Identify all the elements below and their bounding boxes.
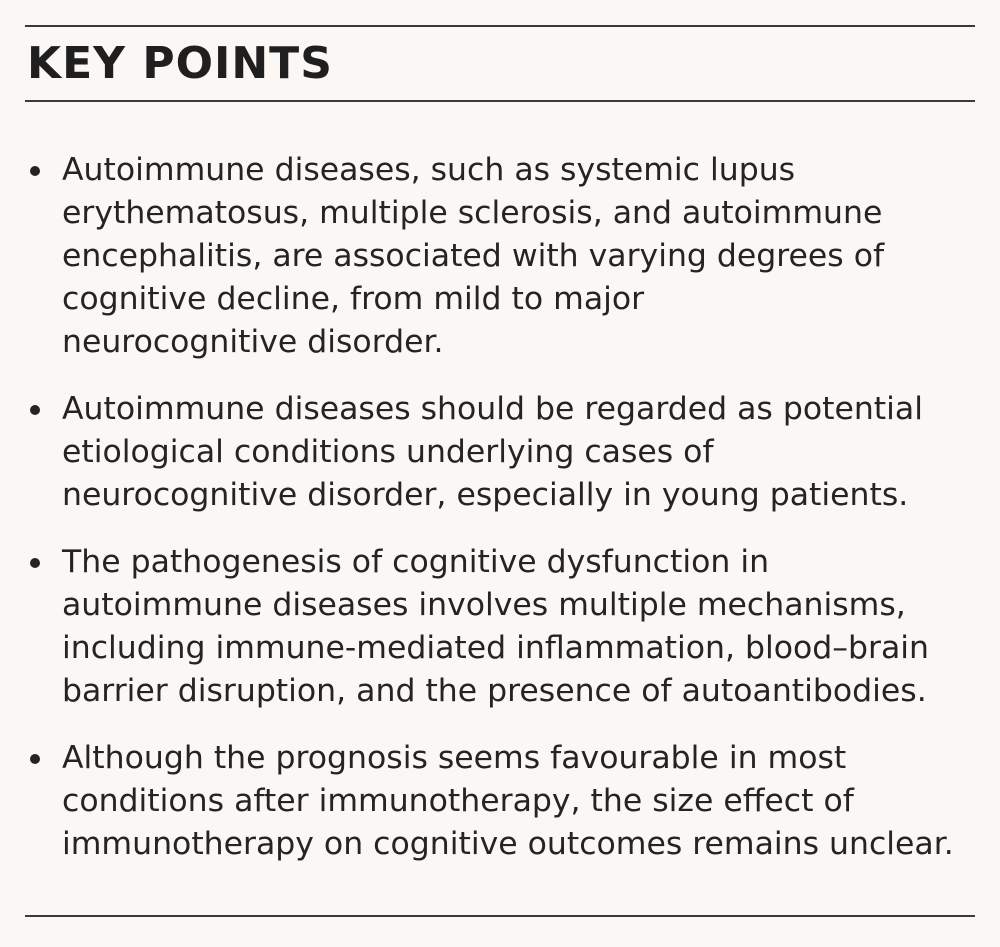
top-rule	[25, 25, 975, 27]
bullet-icon	[30, 558, 40, 568]
key-point-item	[0, 541, 1000, 713]
key-point-line: Autoimmune diseases, such as systemic lupus	[62, 152, 796, 188]
key-point-line: neurocognitive disorder.	[62, 324, 444, 360]
key-points-title: KEY POINTS	[27, 38, 333, 89]
key-point-line: erythematosus, multiple sclerosis, and autoimmune	[62, 195, 883, 231]
key-point-text	[62, 388, 970, 517]
key-point-line: neurocognitive disorder, especially in young patients.	[62, 477, 909, 513]
bullet-icon	[30, 166, 40, 176]
key-point-line: immunotherapy on cognitive outcomes remains unclear.	[62, 826, 954, 862]
key-point-text	[62, 149, 970, 364]
key-point-line: including immune-mediated inflammation, blood–brain	[62, 630, 930, 666]
bullet-icon	[30, 405, 40, 415]
key-point-line: The pathogenesis of cognitive dysfunction in	[62, 544, 770, 580]
key-point-line: Although the prognosis seems favourable in most	[62, 740, 847, 776]
key-points-list	[0, 149, 1000, 890]
key-point-line: etiological conditions underlying cases of	[62, 434, 714, 470]
key-point-line: barrier disruption, and the presence of autoantibodies.	[62, 673, 927, 709]
key-point-line: autoimmune diseases involves multiple mechanisms,	[62, 587, 906, 623]
bullet-icon	[30, 754, 40, 764]
key-point-line: Autoimmune diseases should be regarded as potential	[62, 391, 923, 427]
key-point-line: encephalitis, are associated with varying degrees of	[62, 238, 885, 274]
key-point-text	[62, 737, 970, 866]
title-rule	[25, 100, 975, 102]
bottom-rule	[25, 915, 975, 917]
key-point-item	[0, 149, 1000, 364]
key-point-item	[0, 737, 1000, 866]
key-point-item	[0, 388, 1000, 517]
key-point-text	[62, 541, 970, 713]
key-point-line: conditions after immunotherapy, the size effect of	[62, 783, 854, 819]
key-point-line: cognitive decline, from mild to major	[62, 281, 645, 317]
